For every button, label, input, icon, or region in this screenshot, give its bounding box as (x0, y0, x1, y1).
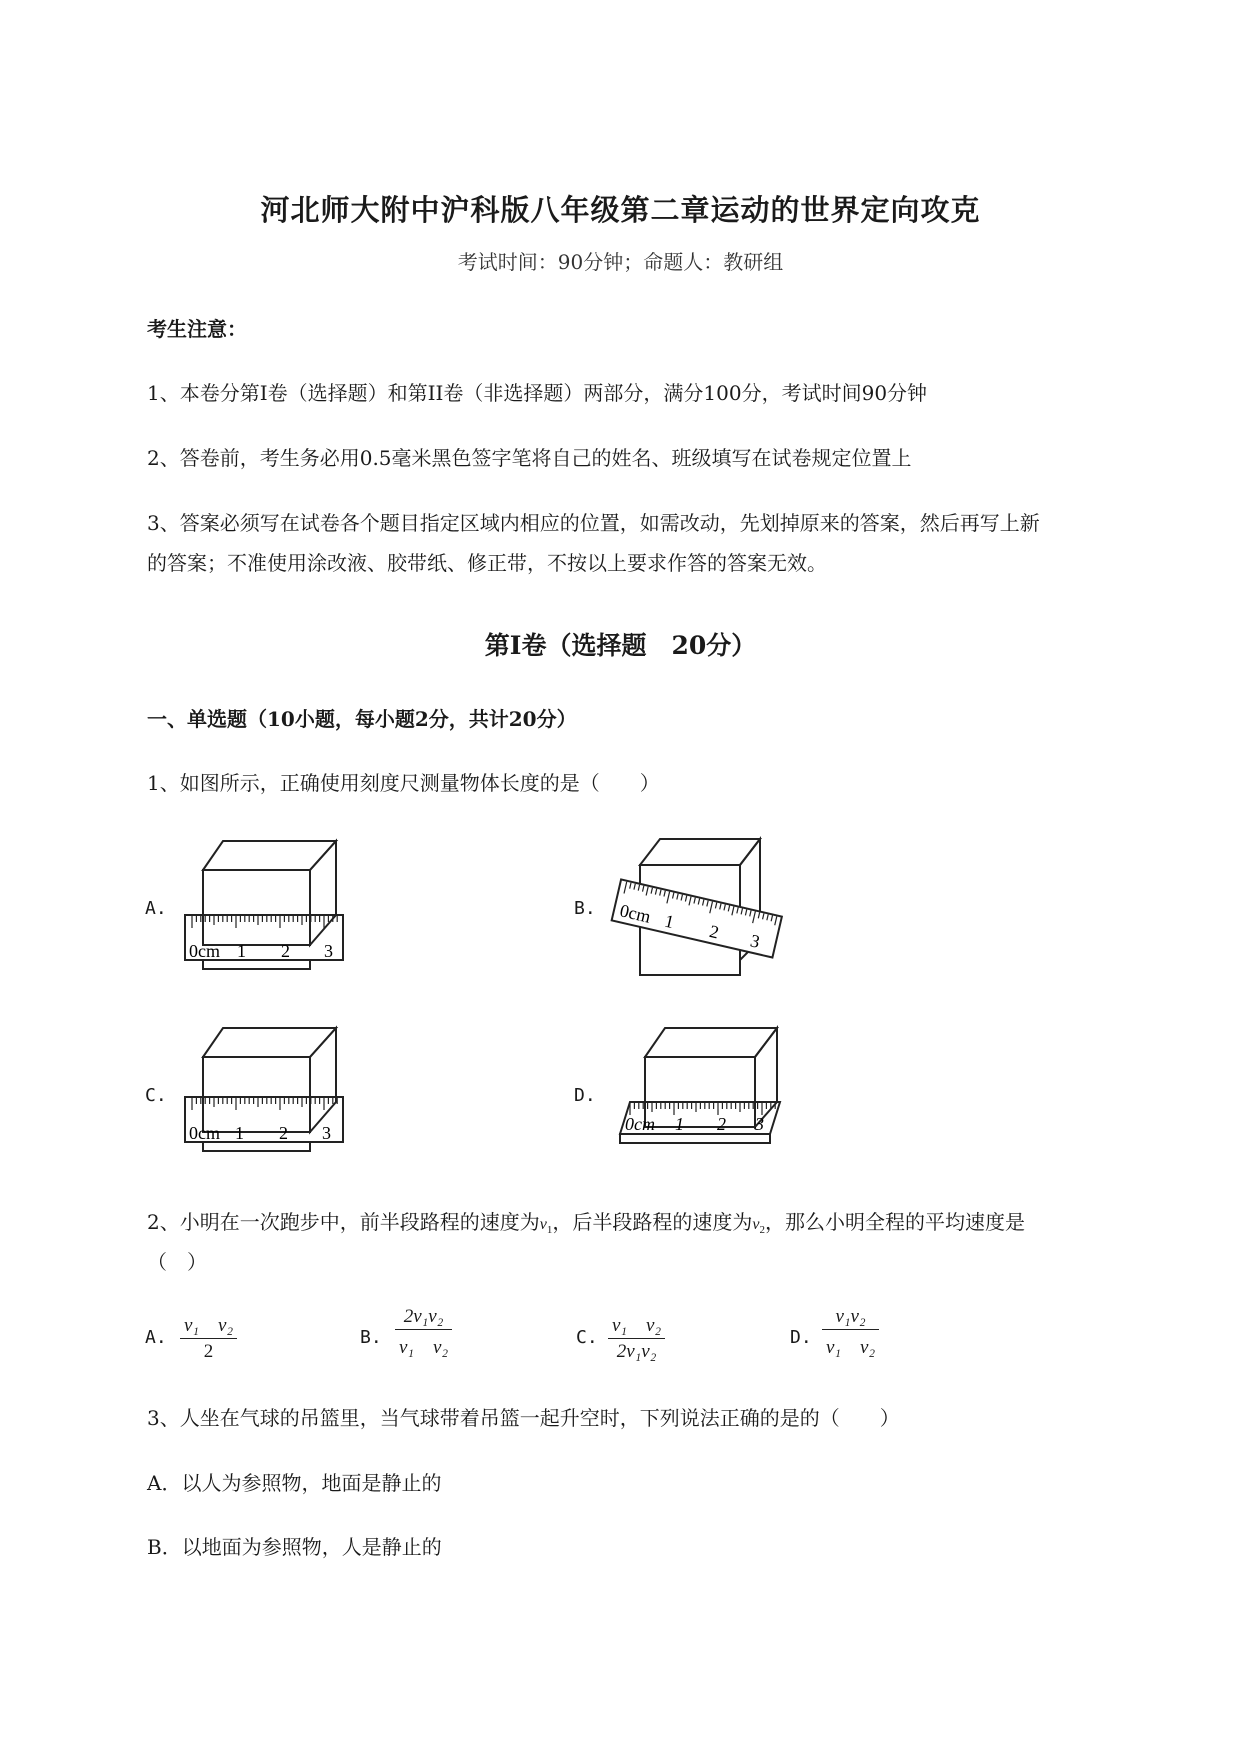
q2-option-c-label: C. (576, 1327, 598, 1348)
ruler-label-0: 0cm (189, 1123, 220, 1143)
q2-option-b-fraction: $\frac{\text{2v₁v₂}}{\text{v₁ v₂}}$ (395, 1306, 452, 1359)
notice-heading: 考生注意： (147, 317, 247, 341)
q1-option-a-label: A. (145, 898, 167, 919)
notice-item-1: 1、本卷分第I卷（选择题）和第II卷（非选择题）两部分，满分100分，考试时间90分钟 (147, 381, 928, 405)
q2-option-b-label: B. (360, 1327, 382, 1348)
notice-item-3: 3、答案必须写在试卷各个题目指定区域内相应的位置，如需改动，先划掉原来的答案，然后再写上新 (147, 511, 1040, 535)
ruler-label-0: 0cm (625, 1114, 655, 1134)
q2-option-c-fraction: $\frac{\text{v₁ v₂}}{\text{2v₁v₂}}$ (608, 1310, 665, 1363)
q2-option-a-fraction: $\frac{\text{v₁ v₂}}{2}$ (180, 1310, 237, 1363)
q1-figure-b (605, 835, 785, 985)
ruler-label-3: 3 (324, 941, 333, 961)
ruler-label-3: 3 (755, 1114, 764, 1134)
question-1-text: 1、如图所示，正确使用刻度尺测量物体长度的是（ ） (147, 771, 660, 795)
ruler-label-0: 0cm (617, 900, 653, 927)
ruler-label-0: 0cm (189, 941, 220, 961)
q1-option-b-label: B. (574, 898, 596, 919)
ruler-label-3: 3 (748, 930, 762, 952)
ruler-label-2: 2 (281, 941, 290, 961)
q3-option-b: B．以地面为参照物，人是静止的 (147, 1535, 442, 1559)
q2-option-d-fraction: $\frac{\text{v₁v₂}}{\text{v₁ v₂}}$ (822, 1306, 879, 1359)
ruler-label-2: 2 (707, 920, 721, 943)
exam-info: 考试时间：90分钟；命题人：教研组 (457, 250, 784, 274)
v2-symbol: $v_2$ (752, 1216, 765, 1237)
q2-option-a-label: A. (145, 1327, 167, 1348)
notice-item-2: 2、答卷前，考生务必用0.5毫米黑色签字笔将自己的姓名、班级填写在试卷规定位置上 (147, 446, 912, 470)
ruler-label-1: 1 (662, 910, 677, 933)
ruler-label-2: 2 (279, 1123, 288, 1143)
page-title: 河北师大附中沪科版八年级第二章运动的世界定向攻克 (260, 193, 981, 227)
q3-option-a: A．以人为参照物，地面是静止的 (147, 1471, 442, 1495)
part-heading: 一、单选题（10小题，每小题2分，共计20分） (147, 707, 577, 731)
q1-figure-a (180, 835, 350, 975)
q1-figure-c (180, 1022, 350, 1162)
q1-figure-d (605, 1022, 785, 1162)
question-2-text-cont: （ ） (147, 1250, 207, 1274)
q1-option-d-label: D. (574, 1085, 596, 1106)
q1-option-c-label: C. (145, 1085, 167, 1106)
question-2-text: 2、小明在一次跑步中，前半段路程的速度为$v_1$，后半段路程的速度为$v_2$，那么小明全程的平均速度是 (147, 1210, 1025, 1237)
ruler-label-3: 3 (322, 1123, 331, 1143)
q2-option-d-label: D. (790, 1327, 812, 1348)
question-3-text: 3、人坐在气球的吊篮里，当气球带着吊篮一起升空时，下列说法正确的是的（ ） (147, 1406, 900, 1430)
ruler-label-1: 1 (237, 941, 246, 961)
v1-symbol: $v_1$ (539, 1216, 553, 1237)
ruler-label-2: 2 (717, 1114, 726, 1134)
ruler-label-1: 1 (235, 1123, 244, 1143)
ruler-label-1: 1 (675, 1114, 684, 1134)
notice-item-3-cont: 的答案；不准使用涂改液、胶带纸、修正带，不按以上要求作答的答案无效。 (147, 551, 827, 575)
section-title: 第I卷（选择题 20分） (484, 631, 757, 660)
